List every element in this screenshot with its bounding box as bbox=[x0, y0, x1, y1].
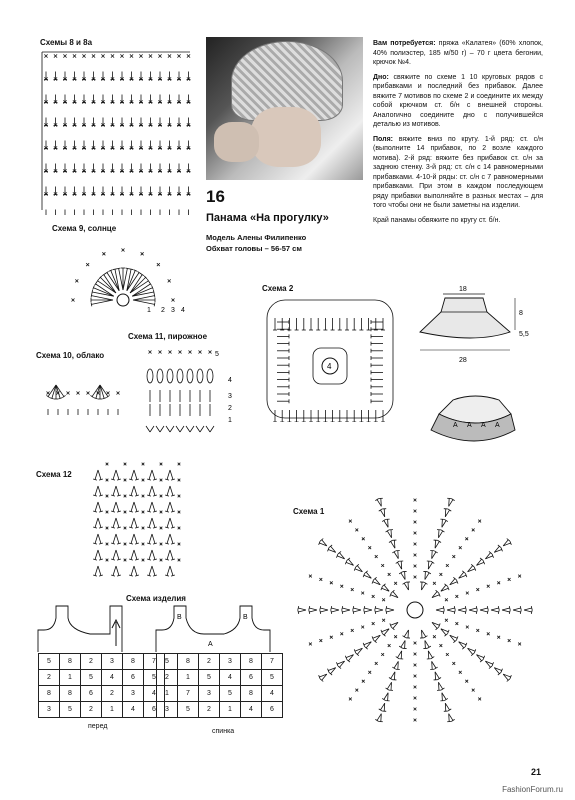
s9-num-1: 1 bbox=[147, 307, 151, 314]
s2-center-label: 4 bbox=[327, 362, 332, 371]
schema-11-label: Схема 11, пирожное bbox=[128, 332, 208, 341]
back-mark-center: А bbox=[208, 641, 213, 648]
schema-11-diagram bbox=[140, 342, 235, 437]
back-cell: 2 bbox=[199, 702, 220, 718]
back-row bbox=[157, 670, 283, 686]
back-cell: 1 bbox=[178, 670, 199, 686]
back-cell: 4 bbox=[241, 702, 262, 718]
front-row bbox=[39, 670, 165, 686]
schema-10-label: Схема 10, облако bbox=[36, 351, 105, 360]
article-author: Модель Алены Филипенко bbox=[206, 233, 307, 242]
s9-num-2: 2 bbox=[161, 307, 165, 314]
article-size: Обхват головы – 56-57 см bbox=[206, 244, 302, 253]
back-cell: 5 bbox=[157, 654, 178, 670]
s11-num-1: 1 bbox=[228, 417, 232, 424]
back-cell: 3 bbox=[157, 702, 178, 718]
article-number: 16 bbox=[206, 187, 225, 206]
back-cell: 3 bbox=[199, 686, 220, 702]
back-row bbox=[157, 686, 283, 702]
back-cell: 2 bbox=[199, 654, 220, 670]
hat-motif-mark: А bbox=[467, 422, 472, 429]
front-cell: 5 bbox=[39, 654, 60, 670]
hat-motif-mark: А bbox=[481, 422, 486, 429]
dim-top: 18 bbox=[459, 286, 467, 293]
product-tops bbox=[30, 604, 290, 654]
front-cell: 2 bbox=[81, 654, 102, 670]
back-cell: 6 bbox=[262, 702, 283, 718]
schema-2-diagram bbox=[263, 292, 398, 422]
front-row bbox=[39, 686, 165, 702]
back-cell: 4 bbox=[262, 686, 283, 702]
s11-num-3: 3 bbox=[228, 393, 232, 400]
page-number: 21 bbox=[530, 767, 541, 777]
schema-8-diagram bbox=[40, 50, 195, 215]
front-cell: 1 bbox=[102, 702, 123, 718]
front-cell: 2 bbox=[81, 702, 102, 718]
s9-num-4: 4 bbox=[181, 307, 185, 314]
instructions-text: Вам потребуется: пряжа «Калатея» (60% хлопок, 40% полиэстер, 185 м/50 г) – 70 г цвета бегонии, крючок №4. Дно: свяжите по схеме 1 10 круговых рядов с прибавками и последний без прибавок. Далее вяжите 7 мотивов по схеме 2 и соедините их между собой крючком ст. б/н с внешней стороны. Аналогично соедините дно с получившейся деталью из мотивов. Поля: вяжите вниз по кругу. 1-й ряд: ст. с/н (выполните 14 прибавок, по 2 возле каждого мотива). 2-й ряд: вяжите без прибавок ст. с/н за заднюю стенку. 3-й ряд: ст. с/н с 14 равномерными прибавками. 4-10-й ряды: ст. с/н с 7 равномерными прибавками. При этом в каждом последующем ряду прибавки выполняйте в разных местах – для того чтобы они не были заметны на изделии. Край панамы обвяжите по кругу ст. б/н. bbox=[373, 40, 543, 224]
front-row bbox=[39, 702, 165, 718]
schema-9-diagram bbox=[55, 232, 195, 317]
hat-photo bbox=[206, 37, 363, 180]
back-cell: 8 bbox=[178, 654, 199, 670]
s9-num-3: 3 bbox=[171, 307, 175, 314]
front-cell: 3 bbox=[39, 702, 60, 718]
back-cell: 1 bbox=[220, 702, 241, 718]
schema-12-diagram bbox=[88, 460, 188, 580]
back-label: спинка bbox=[212, 728, 235, 735]
dim-right-2: 5,5 bbox=[519, 331, 529, 338]
schema-2-label: Схема 2 bbox=[262, 284, 294, 293]
schema-1-label: Схема 1 bbox=[293, 507, 325, 516]
back-row bbox=[157, 702, 283, 718]
back-mark-right: В bbox=[243, 614, 248, 621]
back-cell: 3 bbox=[220, 654, 241, 670]
back-cell: 7 bbox=[178, 686, 199, 702]
front-cell: 2 bbox=[102, 686, 123, 702]
back-cell: 6 bbox=[241, 670, 262, 686]
back-row bbox=[157, 654, 283, 670]
back-mark-left: В bbox=[177, 614, 182, 621]
back-cell: 5 bbox=[262, 670, 283, 686]
front-cell: 6 bbox=[123, 670, 144, 686]
front-label: перед bbox=[88, 723, 108, 730]
back-cell: 1 bbox=[157, 686, 178, 702]
hat-motif-mark: А bbox=[495, 422, 500, 429]
back-cell: 5 bbox=[178, 702, 199, 718]
product-schema-label: Схема изделия bbox=[126, 594, 186, 603]
back-grid bbox=[156, 653, 283, 718]
s11-num-5: 5 bbox=[215, 351, 219, 358]
front-cell: 8 bbox=[39, 686, 60, 702]
hat-dimensions-diagram bbox=[415, 282, 555, 447]
front-cell: 8 bbox=[60, 686, 81, 702]
schema-8-label: Схемы 8 и 8а bbox=[40, 38, 93, 47]
front-cell: 4 bbox=[144, 686, 165, 702]
hat-motif-mark: А bbox=[453, 422, 458, 429]
front-cell: 5 bbox=[81, 670, 102, 686]
s11-num-4: 4 bbox=[228, 377, 232, 384]
schema-9-label: Схема 9, солнце bbox=[52, 224, 117, 233]
front-cell: 4 bbox=[123, 702, 144, 718]
back-cell: 2 bbox=[157, 670, 178, 686]
back-cell: 5 bbox=[199, 670, 220, 686]
dim-bottom: 28 bbox=[459, 357, 467, 364]
front-row bbox=[39, 654, 165, 670]
article-title: Панама «На прогулку» bbox=[206, 212, 329, 224]
schema-1-diagram bbox=[290, 480, 550, 745]
schema-12-label: Схема 12 bbox=[36, 470, 72, 479]
front-cell: 6 bbox=[81, 686, 102, 702]
s11-num-2: 2 bbox=[228, 405, 232, 412]
front-cell: 8 bbox=[123, 654, 144, 670]
front-cell: 8 bbox=[60, 654, 81, 670]
front-cell: 6 bbox=[144, 702, 165, 718]
back-cell: 8 bbox=[241, 686, 262, 702]
front-grid bbox=[38, 653, 165, 718]
front-cell: 7 bbox=[144, 654, 165, 670]
dim-right-1: 8 bbox=[519, 310, 523, 317]
front-cell: 4 bbox=[102, 670, 123, 686]
back-cell: 4 bbox=[220, 670, 241, 686]
front-cell: 5 bbox=[144, 670, 165, 686]
front-cell: 2 bbox=[39, 670, 60, 686]
schema-10-diagram bbox=[42, 365, 127, 415]
front-cell: 1 bbox=[60, 670, 81, 686]
front-cell: 3 bbox=[102, 654, 123, 670]
back-cell: 7 bbox=[262, 654, 283, 670]
front-cell: 3 bbox=[123, 686, 144, 702]
watermark: FashionForum.ru bbox=[502, 785, 563, 794]
back-cell: 8 bbox=[241, 654, 262, 670]
back-cell: 5 bbox=[220, 686, 241, 702]
front-cell: 5 bbox=[60, 702, 81, 718]
